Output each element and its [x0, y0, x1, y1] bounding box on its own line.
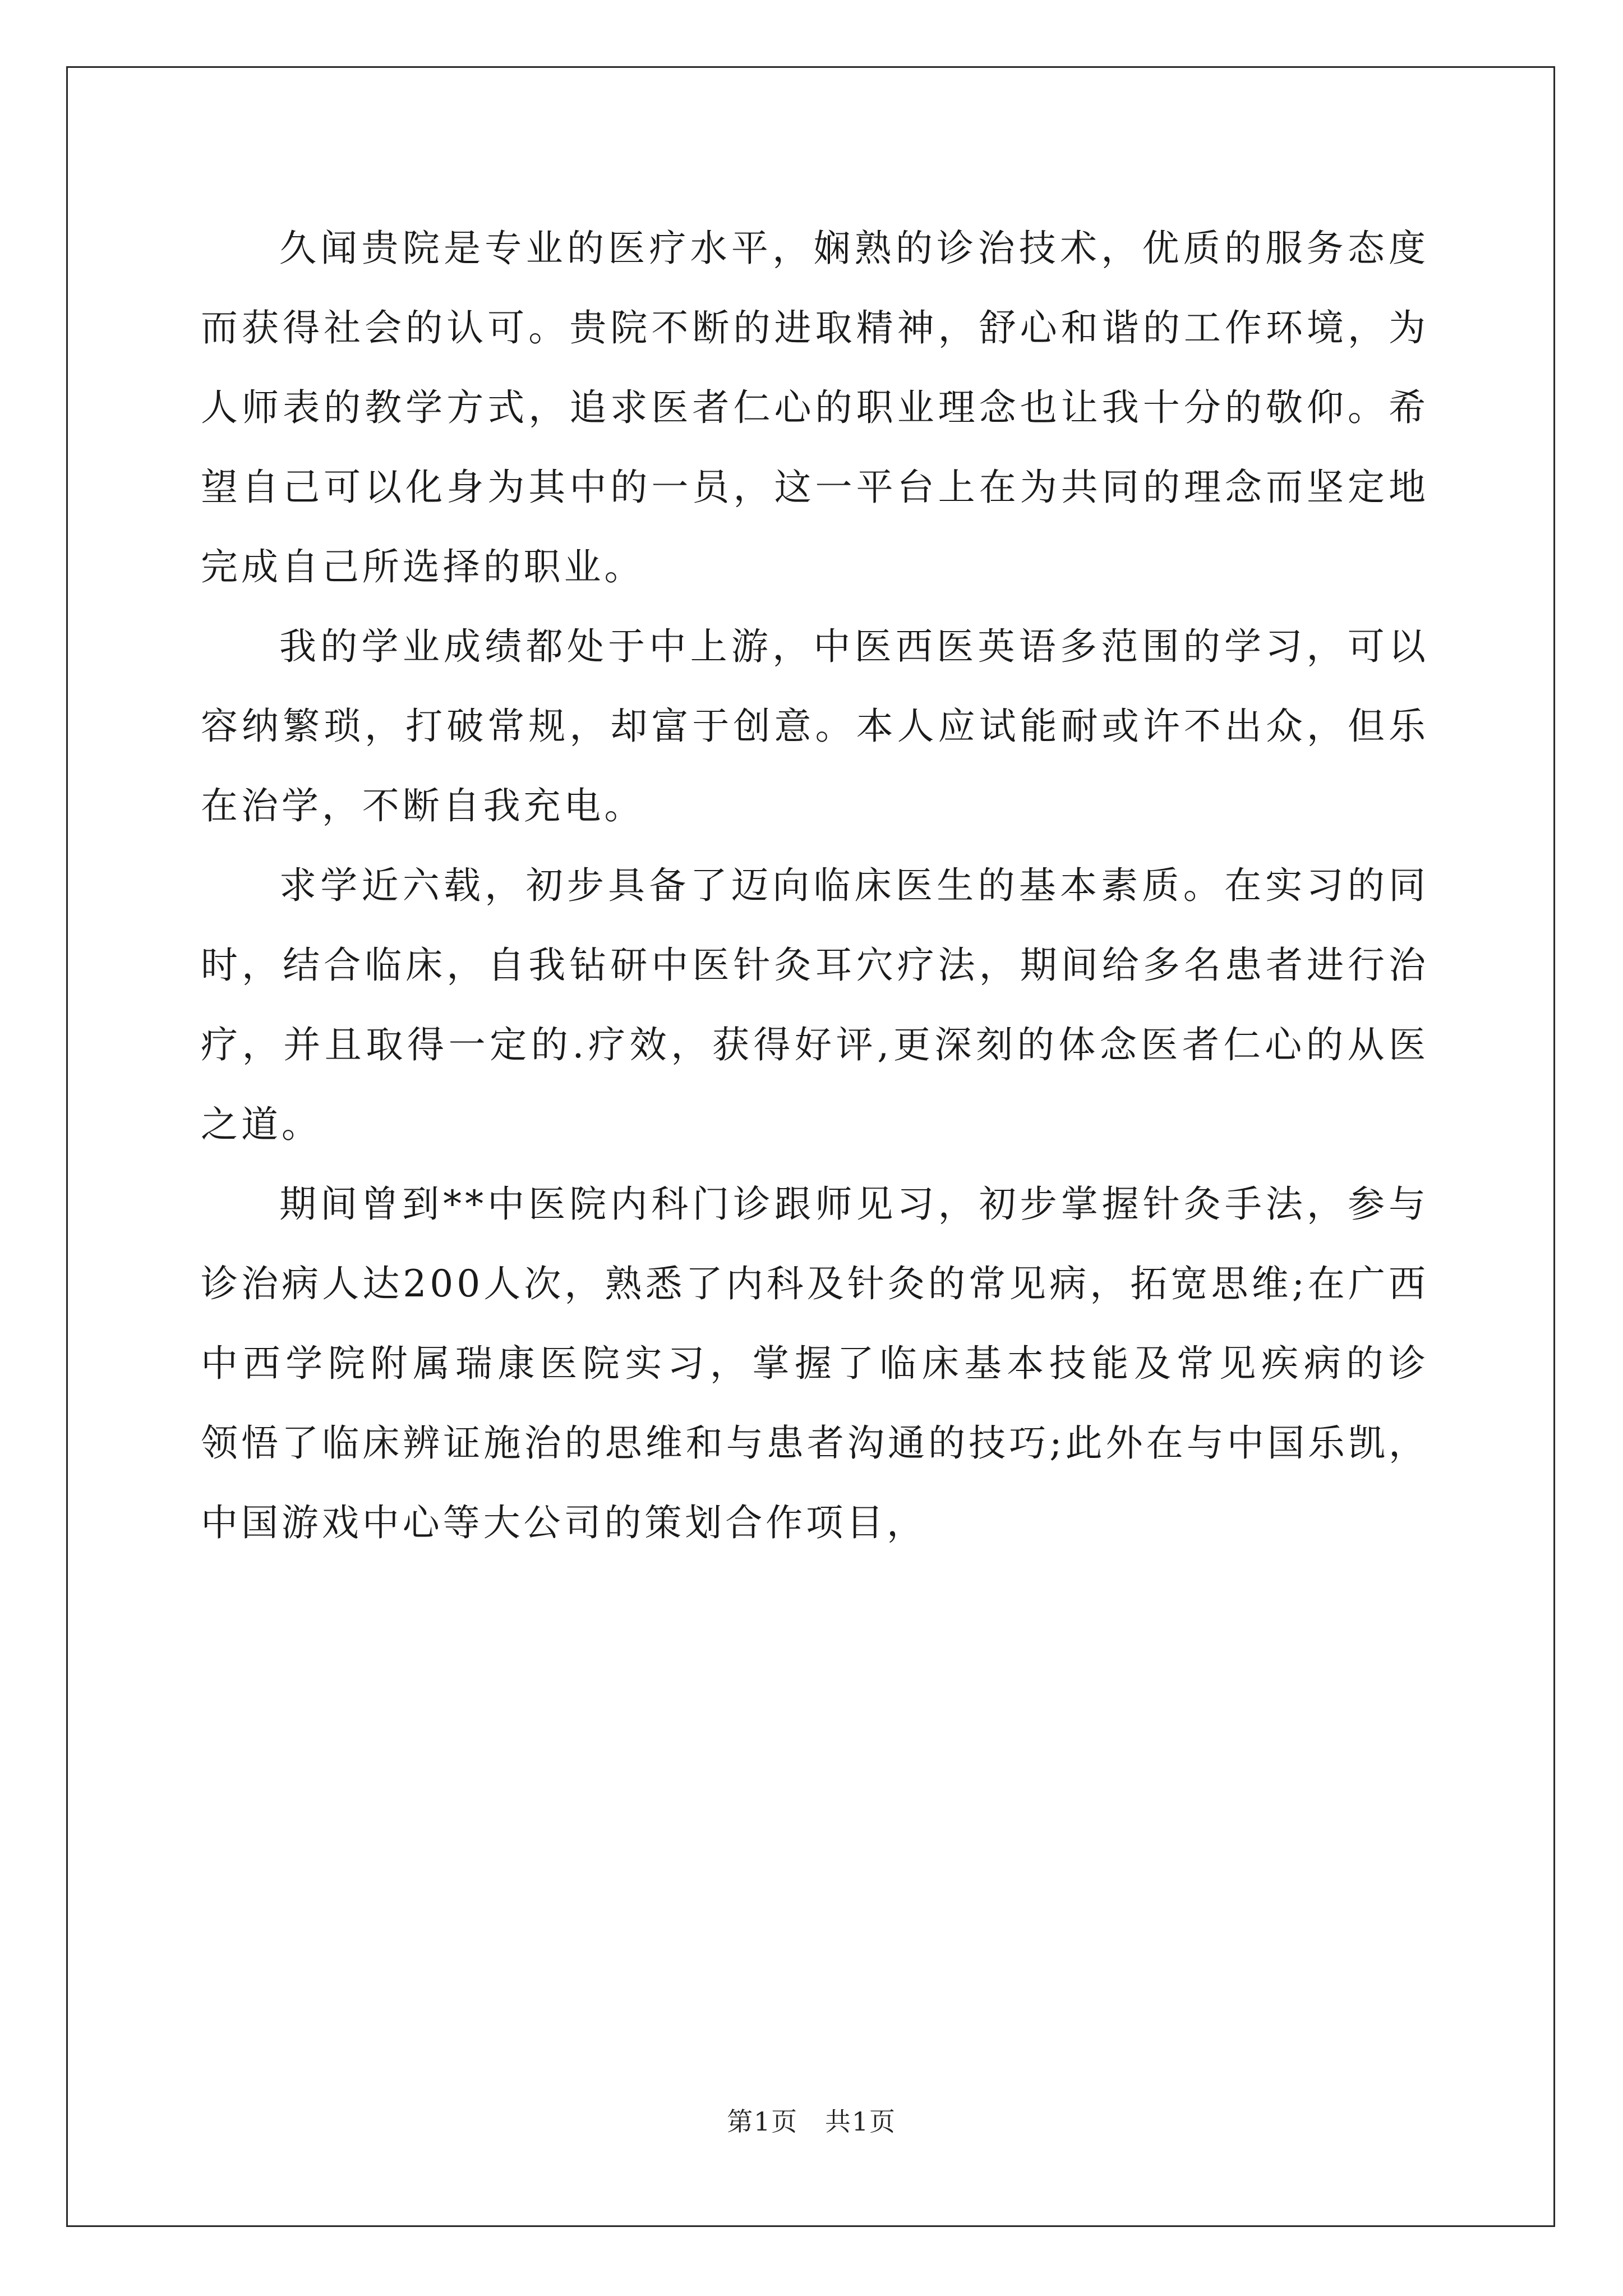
paragraph-1: [201, 209, 1429, 607]
page-footer: [0, 2105, 1623, 2138]
text-line: 之道。: [201, 1103, 322, 1146]
text-line: 完成自己所选择的职业。: [201, 545, 645, 588]
text-line: 容纳繁琐，打破常规，却富于创意。本人应试能耐或许不出众，但乐: [201, 705, 1429, 748]
text-line: 期间曾到**中医院内科门诊跟师见习，初步掌握针灸手法，参与: [279, 1182, 1429, 1226]
text-line: 时，结合临床，自我钻研中医针灸耳穴疗法，期间给多名患者进行治: [201, 944, 1429, 987]
document-body: [201, 209, 1429, 1563]
page-total: 共1页: [825, 2106, 896, 2137]
text-line: 领悟了临床辨证施治的思维和与患者沟通的技巧;此外在与中国乐凯，: [201, 1421, 1429, 1465]
page-number: 第1页: [727, 2106, 798, 2137]
text-line: 人师表的教学方式，追求医者仁心的职业理念也让我十分的敬仰。希: [201, 386, 1429, 429]
text-line: 在治学，不断自我充电。: [201, 784, 645, 827]
text-line: 中西学院附属瑞康医院实习，掌握了临床基本技能及常见疾病的诊: [201, 1342, 1429, 1385]
text-line: 我的学业成绩都处于中上游，中医西医英语多范围的学习，可以: [279, 625, 1429, 668]
text-line: 疗，并且取得一定的.疗效，获得好评,更深刻的体念医者仁心的从医: [201, 1023, 1429, 1066]
text-line: 而获得社会的认可。贵院不断的进取精神，舒心和谐的工作环境，为: [201, 306, 1429, 349]
paragraph-2: [201, 607, 1429, 846]
text-line: 诊治病人达200人次，熟悉了内科及针灸的常见病，拓宽思维;在广西: [201, 1262, 1429, 1305]
text-line: 望自己可以化身为其中的一员，这一平台上在为共同的理念而坚定地: [201, 466, 1429, 509]
paragraph-3: [201, 846, 1429, 1165]
paragraph-4: [201, 1165, 1429, 1563]
text-line: 久闻贵院是专业的医疗水平，娴熟的诊治技术，优质的服务态度: [279, 227, 1429, 270]
text-line: 中国游戏中心等大公司的策划合作项目，: [201, 1501, 927, 1544]
text-line: 求学近六载，初步具备了迈向临床医生的基本素质。在实习的同: [279, 864, 1429, 907]
